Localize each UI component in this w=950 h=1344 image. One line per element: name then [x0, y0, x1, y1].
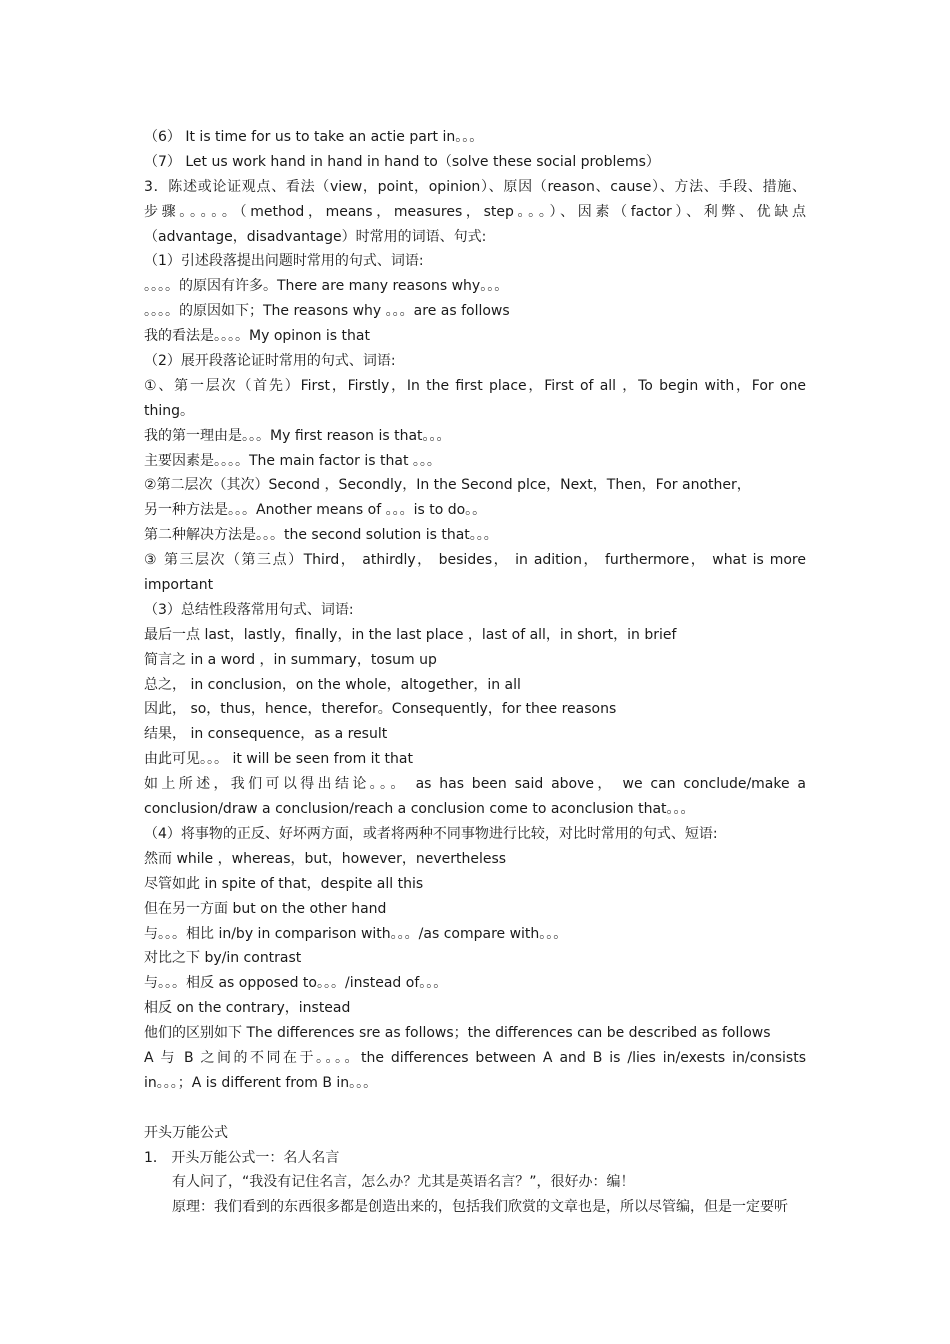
text-line: 简言之 in a word ，in summary，tosum up	[144, 651, 437, 668]
text-line: （3）总结性段落常用句式、词语:	[144, 601, 354, 618]
text-line: 总之， in conclusion，on the whole，altogether，in all	[144, 676, 521, 693]
text-line: 对比之下 by/in contrast	[144, 950, 302, 967]
text-line: 我的看法是。。。。My opinon is that	[144, 328, 370, 345]
text-line: conclusion/draw a conclusion/reach a conclusion come to aconclusion that。。。	[144, 801, 695, 818]
text-line: ①、第一层次（首先）First，Firstly，In the first place，First of all ，To begin with，For one	[144, 377, 806, 394]
text-line: 第二种解决方法是。。。the second solution is that。。。	[144, 527, 498, 544]
text-line: 尽管如此 in spite of that，despite all this	[144, 875, 424, 892]
text-line: （advantage，disadvantage）时常用的词语、句式:	[144, 228, 487, 245]
text-line: 他们的区别如下 The differences sre as follows；the differences can be described as follows	[144, 1025, 771, 1042]
text-line: important	[144, 577, 214, 594]
text-line: in。。。；A is different from B in。。。	[144, 1074, 378, 1091]
text-line: 另一种方法是。。。Another means of 。。。is to do。。	[144, 502, 487, 519]
text-line: （1）引述段落提出问题时常用的句式、词语:	[144, 253, 424, 270]
text-line: 有人问了，“我没有记住名言，怎么办？尤其是英语名言？”，很好办：编！	[172, 1174, 635, 1191]
text-line: （7） Let us work hand in hand in hand to（solve these social problems）	[144, 153, 660, 170]
text-line: 但在另一方面 but on the other hand	[144, 900, 387, 917]
text-line: （6） It is time for us to take an actie part in。。。	[144, 129, 484, 145]
text-line: A 与 B 之间的不同在于。。。。the differences between A and B is /lies in/exests in/consists	[144, 1049, 806, 1066]
text-line: 最后一点 last，lastly，finally，in the last place ，last of all，in short，in brief	[144, 626, 677, 643]
text-line: 。。。。的原因有许多。There are many reasons why。。。	[144, 278, 509, 295]
blank-line	[144, 1096, 806, 1121]
text-line: thing。	[144, 402, 195, 419]
text-line: 与。。。相反 as opposed to。。。/instead of。。。	[144, 975, 448, 992]
document-page	[144, 125, 806, 1220]
text-line: 3．陈述或论证观点、看法（view，point，opinion）、原因（reason、cause）、方法、手段、措施、	[144, 178, 806, 195]
text-line: 步骤。。。。。（method，means，measures，step。。。）、因素（factor）、利弊、优缺点	[144, 203, 806, 220]
text-line: 由此可见。。。 it will be seen from it that	[144, 751, 413, 768]
text-line: 我的第一理由是。。。My first reason is that。。。	[144, 427, 451, 444]
section-heading: 开头万能公式	[144, 1124, 228, 1141]
text-line: 相反 on the contrary，instead	[144, 1000, 351, 1017]
text-line: 主要因素是。。。。The main factor is that 。。。	[144, 452, 441, 469]
text-line: 原理：我们看到的东西很多都是创造出来的，包括我们欣赏的文章也是，所以尽管编，但是一定要听	[172, 1199, 788, 1216]
text-line: （2）展开段落论证时常用的句式、词语:	[144, 353, 396, 370]
text-line: 与。。。相比 in/by in comparison with。。。/as compare with。。。	[144, 925, 568, 942]
text-line: 如上所述，我们可以得出结论。。。 as has been said above， we can conclude/make a	[144, 776, 806, 793]
text-line: 因此， so，thus，hence，therefor。Consequently，for thee reasons	[144, 701, 617, 718]
text-line: 。。。。的原因如下；The reasons why 。。。are as follows	[144, 303, 510, 320]
text-line: 然而 while ，whereas，but，however，nevertheless	[144, 850, 507, 867]
text-line: ③ 第三层次（第三点）Third， athirdly， besides， in adition， furthermore， what is more	[144, 552, 806, 569]
text-line: ②第二层次（其次）Second ，Secondly，In the Second plce，Next，Then，For another，	[144, 477, 751, 494]
text-line: 1． 开头万能公式一：名人名言	[144, 1149, 340, 1166]
text-line: 结果， in consequence，as a result	[144, 726, 388, 743]
text-line: （4）将事物的正反、好坏两方面，或者将两种不同事物进行比较，对比时常用的句式、短语:	[144, 825, 718, 842]
